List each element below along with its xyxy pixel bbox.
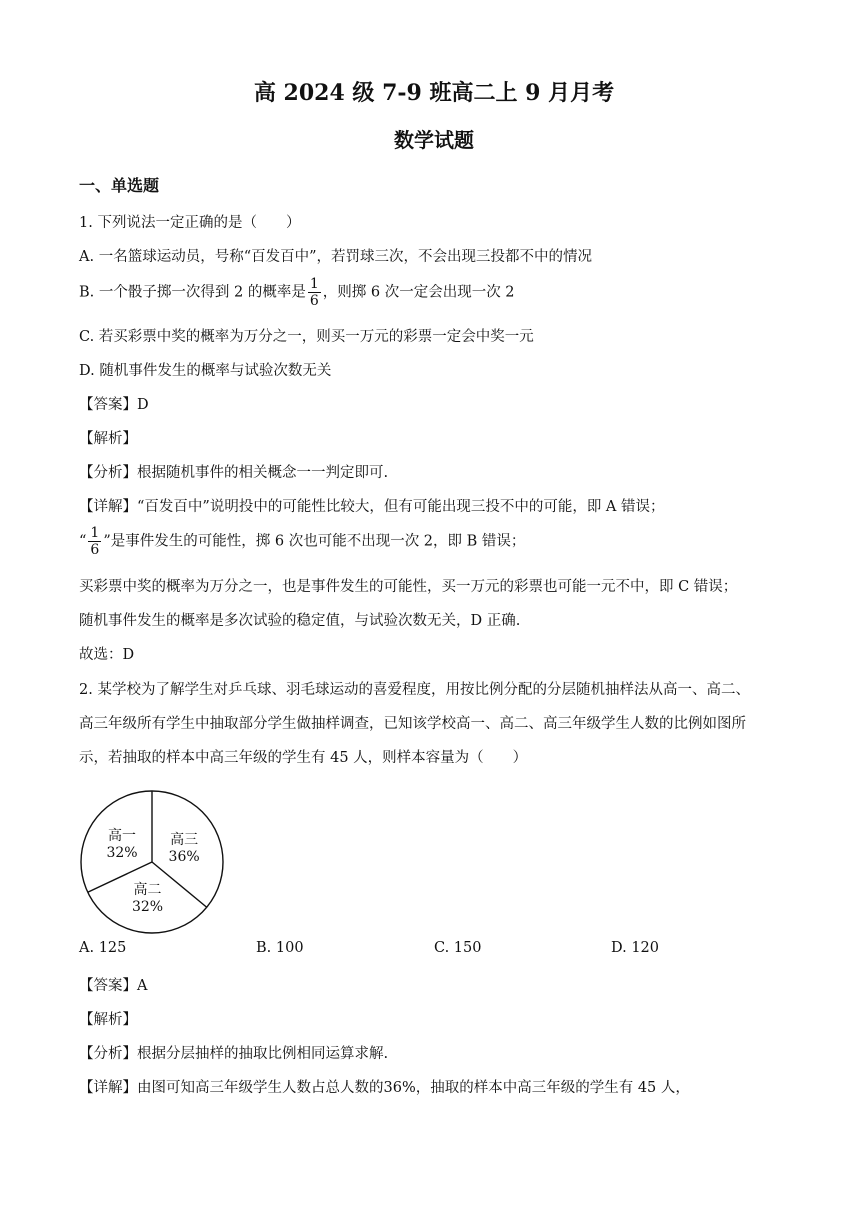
exam-title: 高 2024 级 7-9 班高二上 9 月月考 (253, 80, 615, 106)
q2-fenxi: 【分析】根据分层抽样的抽取比例相同运算求解. (79, 1046, 389, 1062)
section-heading: 一、单选题 (79, 176, 160, 195)
pie-slice-label: 高二 (133, 882, 162, 899)
fraction (308, 276, 321, 309)
q2-stem-2: 高三年级所有学生中抽取部分学生做抽样调查，已知该学校高一、高二、高三年级学生人数的比例如图所 (79, 716, 746, 732)
q2-option-a: A. 125 (79, 940, 127, 956)
q1-option-b (79, 276, 515, 309)
q1-option-b-suffix: ，则掷 6 次一定会出现一次 2 (322, 284, 515, 301)
q1-detail-2-text: ”是事件发生的可能性，掷 6 次也可能不出现一次 2，即 B 错误； (103, 533, 526, 550)
pie-chart (70, 780, 250, 940)
pie-slice-value: 32% (131, 899, 164, 916)
pie-slice-label: 高三 (170, 831, 199, 848)
q2-option-b: B. 100 (256, 940, 304, 956)
q1-detail-4: 随机事件发生的概率是多次试验的稳定值，与试验次数无关，D 正确. (79, 613, 521, 629)
fraction-denominator: 6 (309, 293, 319, 309)
pie-slice-value: 36% (168, 848, 200, 865)
q2-stem-3: 示，若抽取的样本中高三年级的学生有 45 人，则样本容量为（ ） (79, 750, 528, 766)
q1-detail-2 (79, 525, 525, 558)
q2-option-c: C. 150 (434, 940, 482, 956)
q2-analysis-label: 【解析】 (79, 1012, 137, 1028)
q1-detail-3: 买彩票中奖的概率为万分之一，也是事件发生的可能性，买一万元的彩票也可能一元不中，即 C 错误； (79, 579, 738, 595)
exam-subtitle: 数学试题 (394, 128, 474, 152)
q1-fenxi: 【分析】根据随机事件的相关概念一一判定即可. (79, 465, 389, 481)
q2-option-d: D. 120 (611, 940, 660, 956)
pie-slice-label: 高一 (108, 827, 137, 844)
q1-analysis-label: 【解析】 (79, 431, 137, 447)
q1-choose: 故选：D (79, 647, 135, 663)
q2-detail-1: 【详解】由图可知高三年级学生人数占总人数的36%，抽取的样本中高三年级的学生有 45 人， (79, 1080, 690, 1096)
pie-slice-value: 32% (106, 844, 138, 861)
q1-option-c: C. 若买彩票中奖的概率为万分之一，则买一万元的彩票一定会中奖一元 (79, 329, 534, 345)
q1-detail-1: 【详解】“百发百中”说明投中的可能性比较大，但有可能出现三投不中的可能，即 A 错误； (79, 499, 665, 515)
fraction-numerator: 1 (90, 525, 100, 541)
q1-option-a: A. 一名篮球运动员，号称“百发百中”，若罚球三次，不会出现三投都不中的情况 (79, 249, 593, 265)
q1-option-b-prefix: B. 一个骰子掷一次得到 2 的概率是 (79, 284, 306, 301)
q1-stem: 1. 下列说法一定正确的是（ ） (79, 215, 301, 231)
fraction-denominator: 6 (90, 542, 100, 558)
q2-answer: 【答案】A (79, 978, 148, 994)
q1-answer: 【答案】D (79, 397, 149, 413)
q1-option-d: D. 随机事件发生的概率与试验次数无关 (79, 363, 332, 379)
q1-detail-2-open-quote: “ (79, 533, 87, 550)
fraction-numerator: 1 (309, 276, 319, 292)
q2-stem-1: 2. 某学校为了解学生对乒乓球、羽毛球运动的喜爱程度，用按比例分配的分层随机抽样法从高一、高二、 (79, 682, 750, 698)
fraction (88, 525, 101, 558)
